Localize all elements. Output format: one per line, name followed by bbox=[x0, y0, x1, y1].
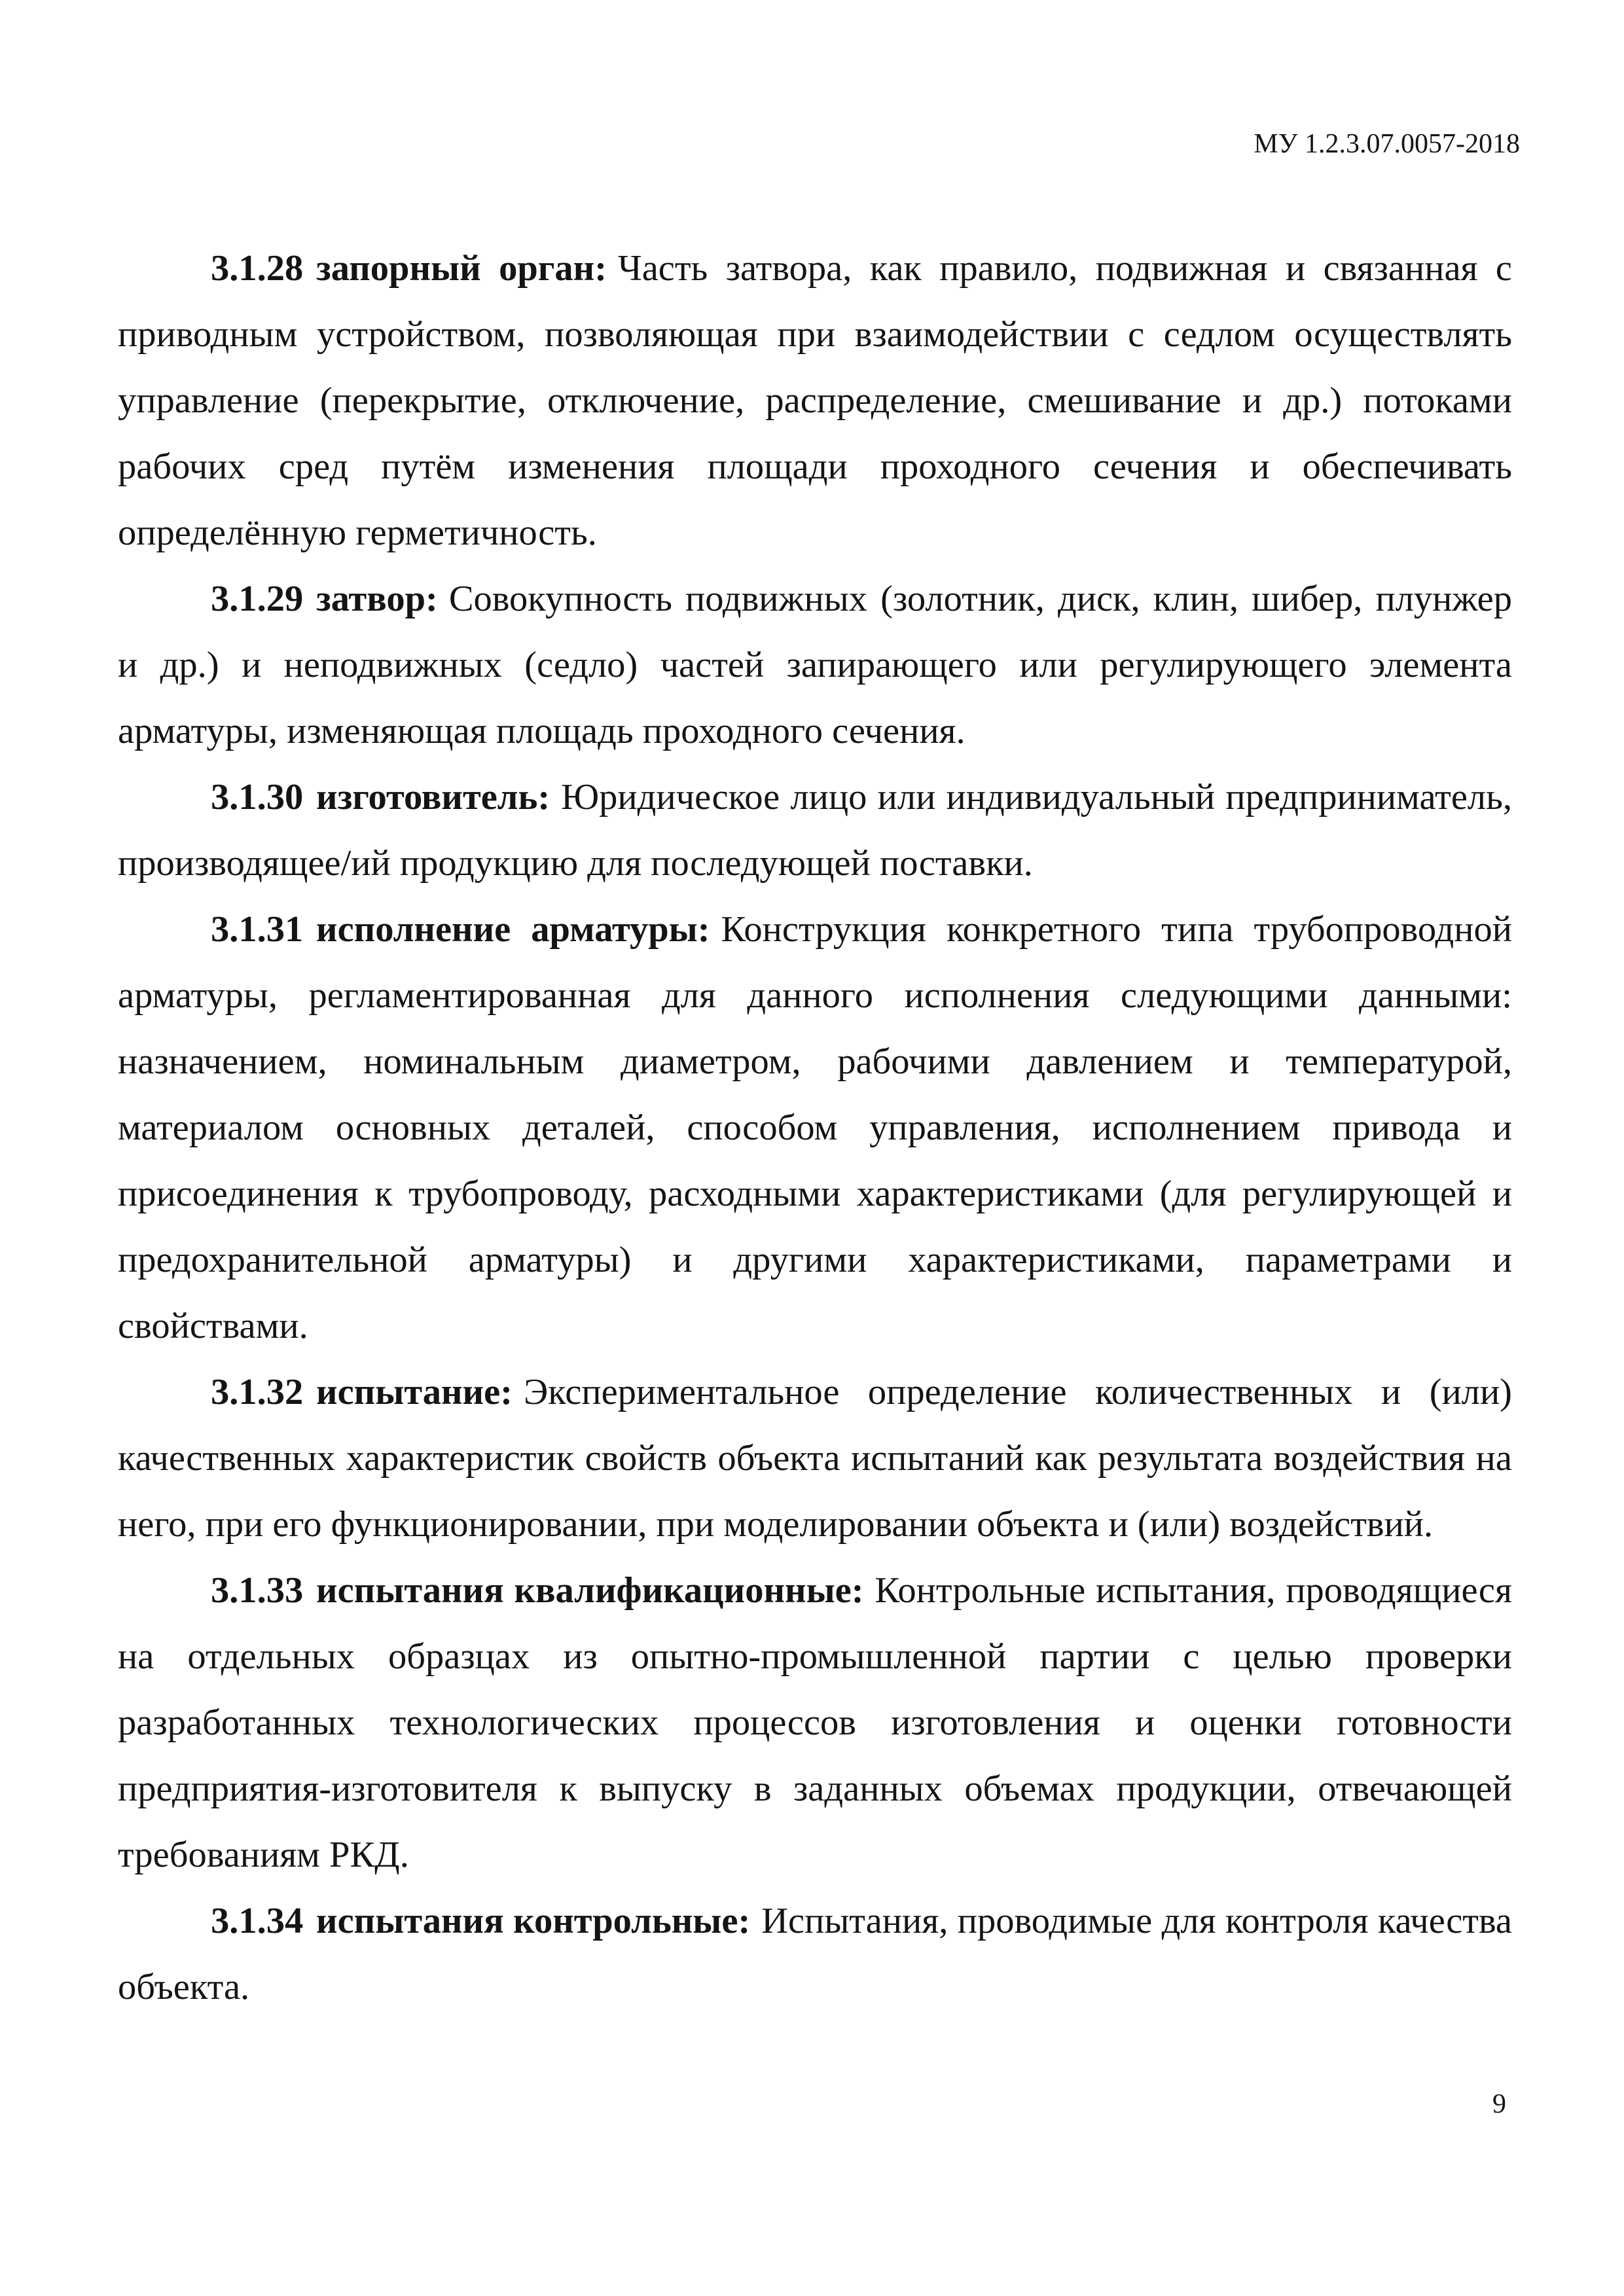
page-number: 9 bbox=[1492, 2089, 1506, 2119]
clause-number: 3.1.29 bbox=[211, 579, 304, 619]
term: испытание: bbox=[316, 1372, 513, 1412]
term: запорный орган: bbox=[316, 248, 607, 289]
definition-paragraph bbox=[118, 1888, 1512, 2020]
definition-paragraph bbox=[118, 236, 1512, 566]
definition-text: Конструкция конкретного типа трубопроводной арматуры, регламентированная для данного исполнения следующими данными: назначением, номинальным диаметром, рабочими давлением и температурой, материалом основных деталей, способом управления, исполнением привода и присоединения к трубопроводу, расходными характеристиками (для регулирующей и предохранительной арматуры) и другими характеристиками, параметрами и свойствами. bbox=[118, 909, 1512, 1346]
term: исполнение арматуры: bbox=[316, 909, 710, 950]
document-body bbox=[118, 236, 1512, 2020]
definition-text: Совокупность подвижных (золотник, диск, клин, шибер, плунжер и др.) и неподвижных (седло) частей запирающего или регулирующего элемента арматуры, изменяющая площадь проходного сечения. bbox=[118, 579, 1512, 751]
document-code: МУ 1.2.3.07.0057-2018 bbox=[1254, 129, 1520, 159]
definition-paragraph bbox=[118, 897, 1512, 1359]
definition-text: Юридическое лицо или индивидуальный предприниматель, производящее/ий продукцию для последующей поставки. bbox=[118, 777, 1512, 884]
definition-paragraph bbox=[118, 1558, 1512, 1888]
definition-text: Контрольные испытания, проводящиеся на отдельных образцах из опытно-промышленной партии с целью проверки разработанных технологических процессов изготовления и оценки готовности предприятия-изготовителя к выпуску в заданных объемах продукции, отвечающей требованиям РКД. bbox=[118, 1570, 1512, 1875]
clause-number: 3.1.30 bbox=[211, 777, 304, 817]
definition-paragraph bbox=[118, 566, 1512, 764]
clause-number: 3.1.31 bbox=[211, 909, 304, 950]
definition-text: Часть затвора, как правило, подвижная и связанная с приводным устройством, позволяющая при взаимодействии с седлом осуществлять управление (перекрытие, отключение, распределение, смешивание и др.) потоками рабочих сред путём изменения площади проходного сечения и обеспечивать определённую герметичность. bbox=[118, 248, 1512, 553]
clause-number: 3.1.34 bbox=[211, 1901, 304, 1941]
definition-text: Экспериментальное определение количественных и (или) качественных характеристик свойств объекта испытаний как результата воздействия на него, при его функционировании, при моделировании объекта и (или) воздействий. bbox=[118, 1372, 1512, 1545]
definition-text: Испытания, проводимые для контроля качества объекта. bbox=[118, 1901, 1512, 2007]
clause-number: 3.1.28 bbox=[211, 248, 304, 289]
clause-number: 3.1.32 bbox=[211, 1372, 304, 1412]
definition-paragraph bbox=[118, 1359, 1512, 1558]
term: затвор: bbox=[316, 579, 438, 619]
clause-number: 3.1.33 bbox=[211, 1570, 304, 1611]
term: испытания квалификационные: bbox=[316, 1570, 864, 1611]
term: изготовитель: bbox=[316, 777, 550, 817]
definition-paragraph bbox=[118, 764, 1512, 897]
term: испытания контрольные: bbox=[316, 1901, 751, 1941]
